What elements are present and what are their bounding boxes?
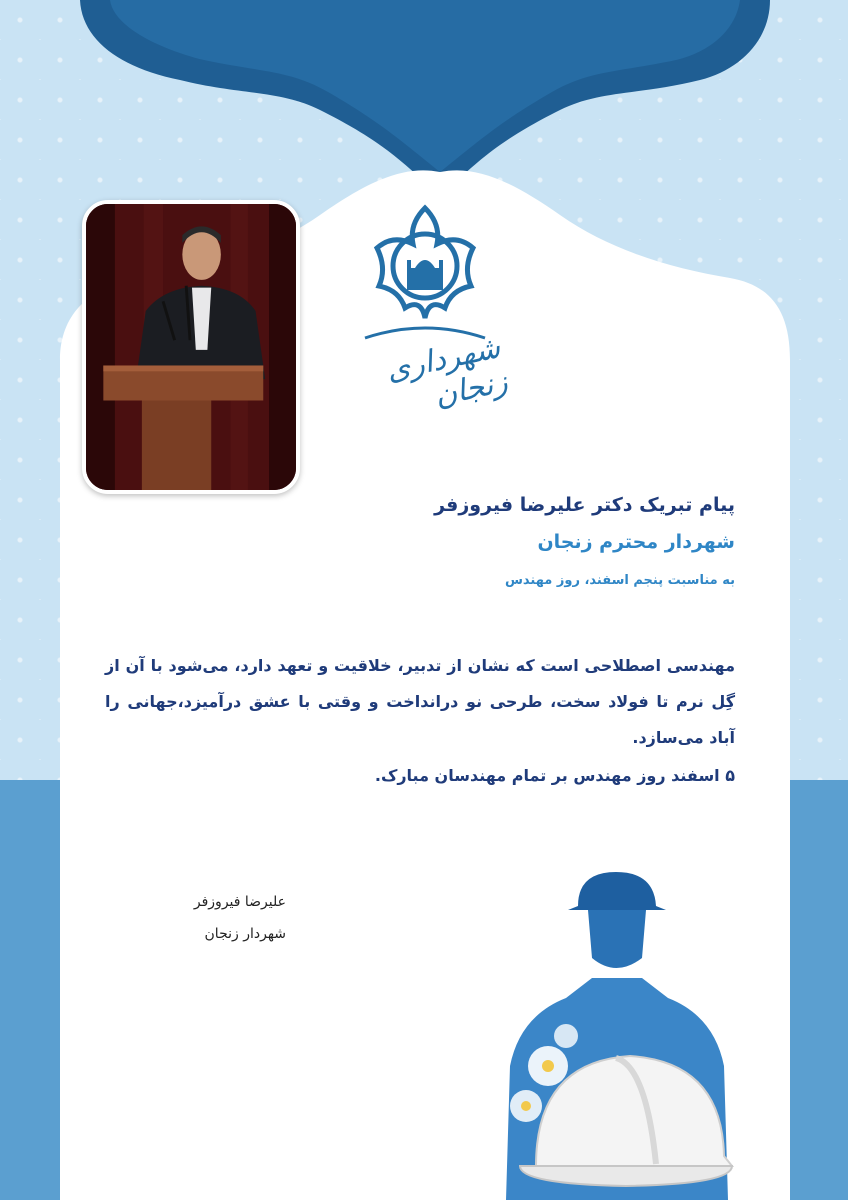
logo-text: شهرداری زنجان	[383, 330, 511, 414]
closing-line: ۵ اسفند روز مهندس بر تمام مهندسان مبارک.	[374, 766, 735, 785]
signature-role: شهردار زنجان	[204, 926, 286, 942]
mayor-title: شهردار محترم زنجان	[537, 531, 735, 553]
signature	[86, 886, 286, 950]
engineer-helmet-icon	[568, 872, 666, 910]
mayor-photo	[82, 200, 300, 494]
signature-name: علیرضا فیروزفر	[193, 894, 286, 910]
municipality-logo	[345, 198, 511, 418]
engineer-illustration	[496, 866, 736, 1200]
message-body: مهندسی اصطلاحی است که نشان از تدبیر، خلاقیت و تعهد دارد، می‌شود با آن از گِل نرم تا فولاد سخت، طرحی نو درانداخت و وقتی با عشق درآمیزد،جهانی را آباد می‌سازد.	[105, 656, 735, 747]
message-title: پیام تبریک دکتر علیرضا فیروزفر	[434, 494, 735, 516]
occasion-subtitle: به مناسبت پنجم اسفند، روز مهندس	[504, 573, 735, 588]
